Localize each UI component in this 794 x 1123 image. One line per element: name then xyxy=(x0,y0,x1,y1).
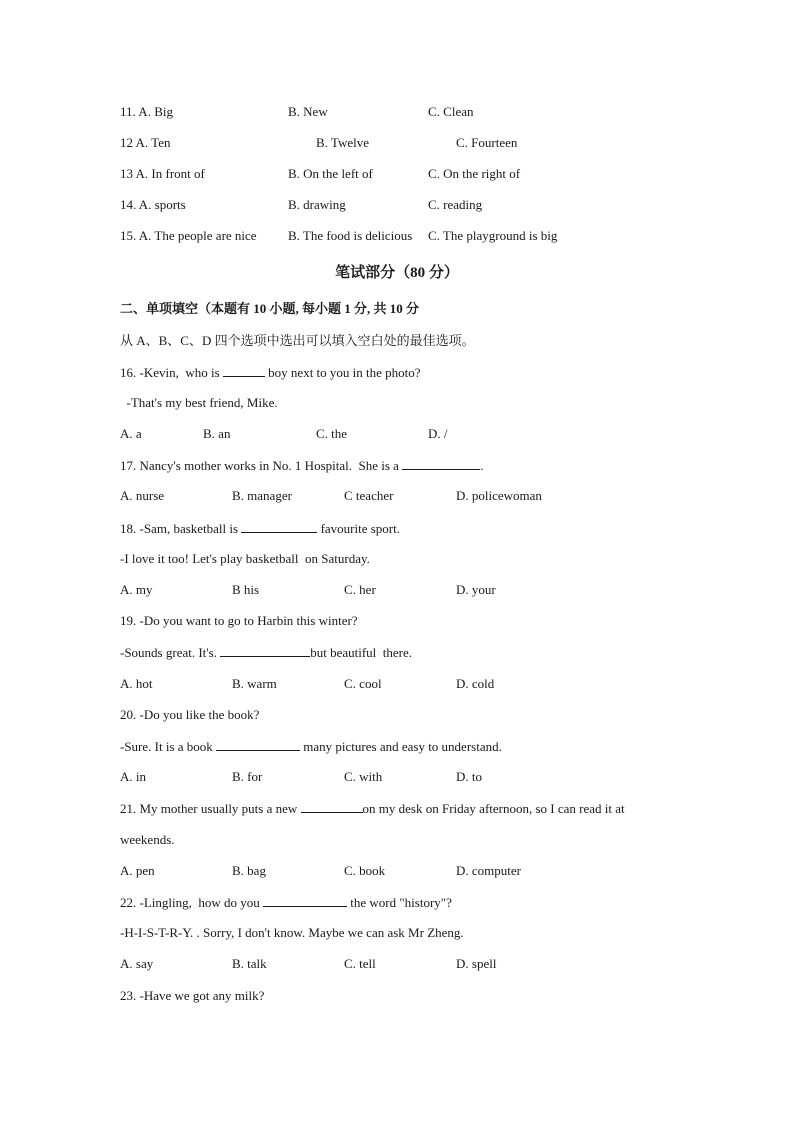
option-15-c: C. The playground is big xyxy=(428,228,558,243)
answer-option-a: A. say xyxy=(120,956,154,971)
answer-option-c: C. her xyxy=(344,582,376,597)
question-text: -Sure. It is a book xyxy=(120,739,217,754)
answer-option-d: D. computer xyxy=(456,863,521,878)
question-20-reply xyxy=(120,738,502,755)
answer-option-a: A. pen xyxy=(120,863,155,878)
answer-blank xyxy=(223,364,265,377)
question-17 xyxy=(120,457,483,474)
question-text: many pictures and easy to understand. xyxy=(300,739,502,754)
answer-option-b: B. an xyxy=(203,426,231,441)
question-16 xyxy=(120,364,421,381)
instruction-text: 从 A、B、C、D 四个选项中选出可以填入空白处的最佳选项。 xyxy=(120,333,475,348)
answer-blank xyxy=(402,457,480,470)
question-23: 23. -Have we got any milk? xyxy=(120,988,265,1003)
answer-option-c: C. with xyxy=(344,769,383,784)
question-21-continued: weekends. xyxy=(120,832,175,847)
question-20: 20. -Do you like the book? xyxy=(120,707,260,722)
question-21 xyxy=(120,800,625,817)
option-14-c: C. reading xyxy=(428,197,483,212)
answer-option-c: C. book xyxy=(344,863,386,878)
answer-blank xyxy=(241,520,317,533)
answer-blank xyxy=(216,738,300,751)
question-text: -Sounds great. It's. xyxy=(120,645,221,660)
answer-blank xyxy=(263,894,347,907)
question-text: 21. My mother usually puts a new xyxy=(120,801,301,816)
answer-option-c: C. cool xyxy=(344,676,382,691)
option-13-c: C. On the right of xyxy=(428,166,521,181)
answer-option-d: D. to xyxy=(456,769,482,784)
question-text: on my desk on Friday afternoon, so I can read it at xyxy=(362,801,625,816)
option-14-a: 14. A. sports xyxy=(120,197,186,212)
answer-option-b: B. talk xyxy=(232,956,267,971)
answer-option-d: D. your xyxy=(456,582,496,597)
question-22-reply: -H-I-S-T-R-Y. . Sorry, I don't know. Maybe we can ask Mr Zheng. xyxy=(120,925,464,940)
answer-option-a: A. in xyxy=(120,769,146,784)
question-19-reply xyxy=(120,644,412,661)
answer-option-b: B. bag xyxy=(232,863,266,878)
answer-option-d: D. cold xyxy=(456,676,495,691)
answer-blank xyxy=(301,800,363,813)
question-19: 19. -Do you want to go to Harbin this winter? xyxy=(120,613,358,628)
option-15-b: B. The food is delicious xyxy=(288,228,413,243)
question-text: 17. Nancy's mother works in No. 1 Hospital. She is a xyxy=(120,458,403,473)
option-11-a: 11. A. Big xyxy=(120,104,173,119)
question-18 xyxy=(120,520,400,537)
answer-option-b: B. manager xyxy=(232,488,292,503)
answer-blank xyxy=(220,644,310,657)
question-text: favourite sport. xyxy=(317,521,400,536)
question-text: . xyxy=(480,458,484,473)
answer-option-a: A. hot xyxy=(120,676,153,691)
question-text: 22. -Lingling, how do you xyxy=(120,895,263,910)
answer-option-b: B his xyxy=(232,582,260,597)
written-part-title: 笔试部分（80 分） xyxy=(335,265,459,281)
answer-option-a: A. my xyxy=(120,582,153,597)
question-18-reply: -I love it too! Let's play basketball on Saturday. xyxy=(120,551,370,566)
option-12-b: B. Twelve xyxy=(316,135,370,150)
option-13-a: 13 A. In front of xyxy=(120,166,205,181)
answer-option-d: D. / xyxy=(428,426,448,441)
answer-option-b: B. warm xyxy=(232,676,277,691)
answer-option-a: A. a xyxy=(120,426,142,441)
question-text: the word "history"? xyxy=(347,895,452,910)
option-14-b: B. drawing xyxy=(288,197,346,212)
question-text: 16. -Kevin, who is xyxy=(120,365,223,380)
option-15-a: 15. A. The people are nice xyxy=(120,228,257,243)
answer-option-c: C. tell xyxy=(344,956,376,971)
question-16-reply: -That's my best friend, Mike. xyxy=(120,395,278,410)
question-text: but beautiful there. xyxy=(310,645,413,660)
option-13-b: B. On the left of xyxy=(288,166,373,181)
answer-option-d: D. policewoman xyxy=(456,488,542,503)
option-11-c: C. Clean xyxy=(428,104,474,119)
answer-option-d: D. spell xyxy=(456,956,497,971)
option-12-c: C. Fourteen xyxy=(456,135,518,150)
section-title: 二、单项填空（本题有 10 小题, 每小题 1 分, 共 10 分 xyxy=(120,301,420,316)
answer-option-b: B. for xyxy=(232,769,263,784)
answer-option-c: C. the xyxy=(316,426,348,441)
option-12-a: 12 A. Ten xyxy=(120,135,171,150)
answer-option-c: C teacher xyxy=(344,488,394,503)
question-text: boy next to you in the photo? xyxy=(264,365,421,380)
question-22 xyxy=(120,894,452,911)
option-11-b: B. New xyxy=(288,104,328,119)
answer-option-a: A. nurse xyxy=(120,488,165,503)
question-text: 18. -Sam, basketball is xyxy=(120,521,242,536)
